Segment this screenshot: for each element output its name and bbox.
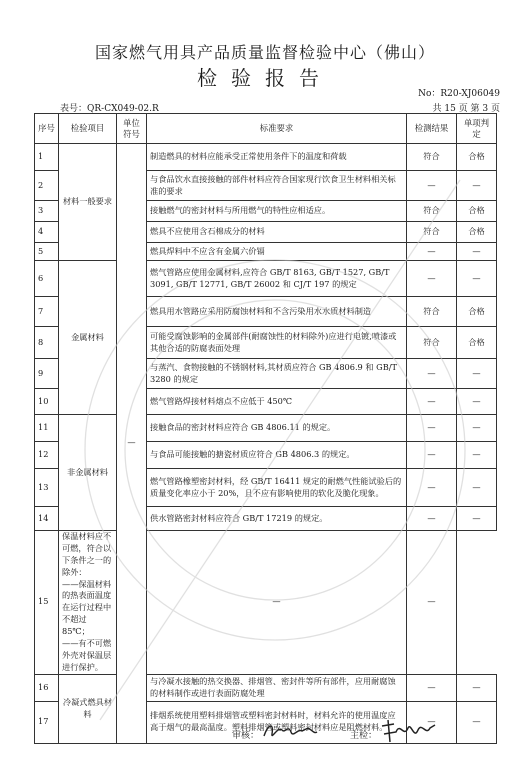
row-requirement: 燃具不应使用含石棉成分的材料 (147, 222, 407, 243)
row-verdict: — (407, 531, 457, 675)
row-result: 符合 (407, 222, 457, 243)
row-seq: 14 (35, 507, 59, 531)
chief-inspector-label: 主检： (350, 731, 378, 741)
reviewer-label: 审核： (232, 731, 260, 741)
row-verdict: 合格 (457, 144, 497, 171)
row-requirement: 与食品可能接触的搪瓷材质应符合 GB 4806.3 的规定。 (147, 442, 407, 469)
table-row (35, 531, 497, 675)
row-requirement: 与冷凝水接触的热交换器、排烟管、密封件等所有部件，应用耐腐蚀的材料制作或进行表面防腐处理 (147, 674, 407, 701)
row-requirement: 燃具用水管路应采用防腐蚀材料和不含污染用水水质材料制造 (147, 297, 407, 327)
row-verdict: — (457, 243, 497, 261)
chief-inspector-signature (378, 716, 438, 748)
row-result: 符合 (407, 144, 457, 171)
row-result: 符合 (407, 327, 457, 359)
form-number: 表号：QR-CX049-02.R (60, 104, 159, 114)
item-group-g2: 金属材料 (59, 261, 117, 415)
col-header-seq: 序号 (35, 114, 59, 144)
row-seq: 4 (35, 222, 59, 243)
row-seq: 17 (35, 701, 59, 743)
row-result: — (407, 171, 457, 201)
row-verdict: — (457, 359, 497, 389)
row-verdict: 合格 (457, 222, 497, 243)
row-verdict: 合格 (457, 201, 497, 222)
row-seq: 8 (35, 327, 59, 359)
row-result: — (407, 359, 457, 389)
table-row (35, 261, 497, 297)
row-result: — (407, 389, 457, 415)
unit-symbol-cell: — (117, 144, 147, 744)
row-seq: 13 (35, 469, 59, 507)
row-requirement: 燃气管路焊接材料熔点不应低于 450℃ (147, 389, 407, 415)
table-row (35, 415, 497, 442)
row-result: — (407, 243, 457, 261)
row-seq: 15 (35, 531, 59, 675)
row-seq: 2 (35, 171, 59, 201)
row-requirement: 与食品饮水直接接触的部件材料应符合国家现行饮食卫生材料相关标准的要求 (147, 171, 407, 201)
row-verdict: — (457, 701, 497, 743)
row-seq: 6 (35, 261, 59, 297)
table-row (35, 144, 497, 171)
row-verdict: 合格 (457, 297, 497, 327)
row-requirement: 燃气管路应使用金属材料,应符合 GB/T 8163, GB/T 1527, GB/T 3091, GB/T 12771, GB/T 26002 和 CJ/T 197 的规定 (147, 261, 407, 297)
row-verdict: — (457, 674, 497, 701)
row-seq: 11 (35, 415, 59, 442)
col-header-verdict: 单项判定 (457, 114, 497, 144)
row-requirement: 燃气管路橡塑密封材料，经 GB/T 16411 规定的耐燃气性能试验后的质量变化率应小于 20%，且不应有影响使用的软化及脆化现象。 (147, 469, 407, 507)
page-info: 共 15 页 第 3 页 (432, 104, 500, 114)
row-seq: 9 (35, 359, 59, 389)
row-seq: 3 (35, 201, 59, 222)
row-verdict: — (457, 171, 497, 201)
col-header-unit: 单位符号 (117, 114, 147, 144)
row-result: — (147, 531, 407, 675)
row-result: — (407, 674, 457, 701)
row-requirement: 燃具焊料中不应含有金属六价镉 (147, 243, 407, 261)
row-seq: 12 (35, 442, 59, 469)
row-requirement: 供水管路密封材料应符合 GB/T 17219 的规定。 (147, 507, 407, 531)
row-verdict: — (457, 261, 497, 297)
row-seq: 16 (35, 674, 59, 701)
row-requirement: 接触燃气的密封材料与所用燃气的特性应相适应。 (147, 201, 407, 222)
row-requirement: 与蒸汽、食物接触的不锈钢材料,其材质应符合 GB 4806.9 和 GB/T 3280 的规定 (147, 359, 407, 389)
row-seq: 10 (35, 389, 59, 415)
report-number: No：R20-XJ06049 (418, 89, 500, 99)
col-header-item: 检验项目 (59, 114, 117, 144)
row-verdict: 合格 (457, 327, 497, 359)
row-verdict: — (457, 389, 497, 415)
row-result: 符合 (407, 297, 457, 327)
table-header-row (35, 114, 497, 144)
organization-title: 国家燃气用具产品质量监督检验中心（佛山） (94, 43, 435, 62)
row-verdict: — (457, 442, 497, 469)
row-verdict: — (457, 507, 497, 531)
item-group-g1: 材料一般要求 (59, 144, 117, 261)
row-seq: 1 (35, 144, 59, 171)
inspection-table (34, 113, 497, 744)
row-result: — (407, 507, 457, 531)
signature-footer (0, 716, 530, 756)
row-requirement: 接触食品的密封材料应符合 GB 4806.11 的规定。 (147, 415, 407, 442)
row-result: — (407, 701, 457, 743)
row-requirement: 排烟系统使用塑料排烟管或塑料密封材料时，材料允许的使用温度应高于烟气的最高温度。塑料排烟管或塑料密封材料应是阻燃材料。 (147, 701, 407, 743)
row-result: — (407, 261, 457, 297)
reviewer-signature (260, 716, 320, 748)
row-seq: 5 (35, 243, 59, 261)
row-result: 符合 (407, 201, 457, 222)
item-group-g4: 冷凝式燃具材料 (59, 674, 117, 743)
row-result: — (407, 415, 457, 442)
row-requirement: 保温材料应不可燃，符合以下条件之一的除外： ——保温材料的热表面温度在运行过程中不超过 85℃； ——有不可燃外壳对保温层进行保护。 (59, 531, 117, 675)
col-header-result: 检测结果 (407, 114, 457, 144)
row-requirement: 可能受腐蚀影响的金属部件(耐腐蚀性的材料除外)应进行电镀,喷漆或其他合适的防腐表面处理 (147, 327, 407, 359)
table-row (35, 674, 497, 701)
row-result: — (407, 442, 457, 469)
item-group-g3: 非金属材料 (59, 415, 117, 531)
row-seq: 7 (35, 297, 59, 327)
row-result: — (407, 469, 457, 507)
row-verdict: — (457, 415, 497, 442)
row-verdict: — (457, 469, 497, 507)
row-requirement: 制造燃具的材料应能承受正常使用条件下的温度和荷载 (147, 144, 407, 171)
col-header-requirement: 标准要求 (147, 114, 407, 144)
report-title: 检验报告 (197, 66, 333, 90)
